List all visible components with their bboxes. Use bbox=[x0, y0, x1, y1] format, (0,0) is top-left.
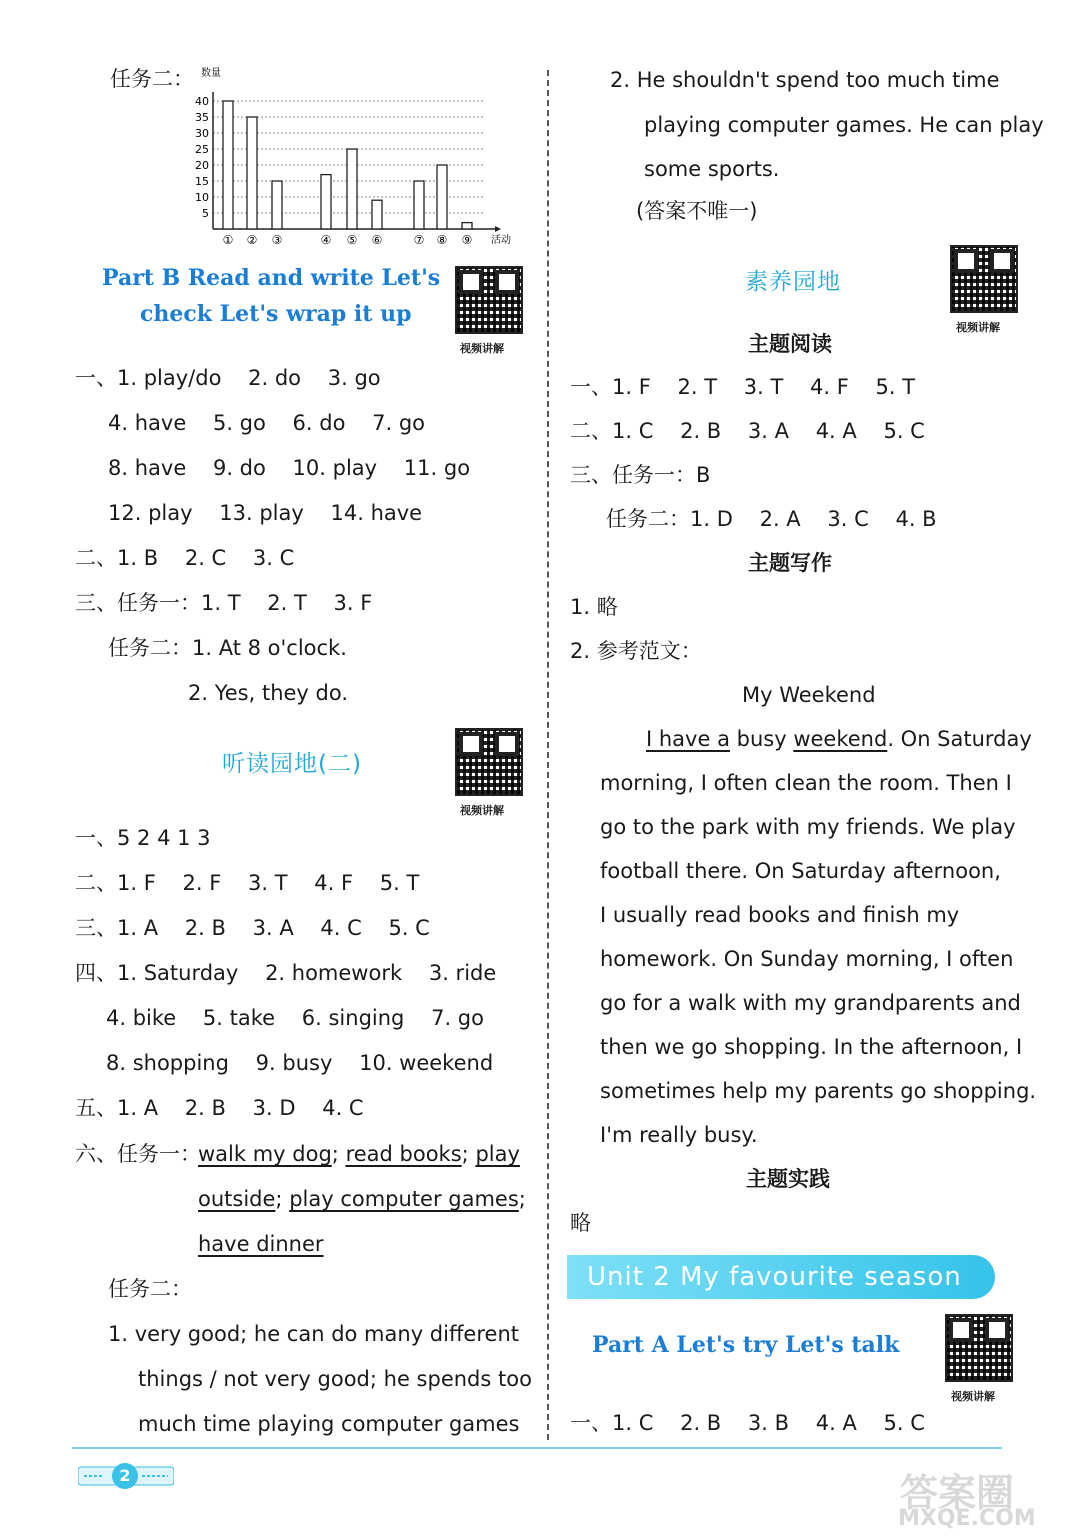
answer: 3. C bbox=[252, 546, 295, 570]
bar bbox=[414, 181, 424, 229]
answer: 二、1. B bbox=[75, 546, 159, 570]
bar bbox=[462, 223, 472, 229]
answer: 4. C bbox=[322, 1096, 364, 1120]
answer-row bbox=[108, 408, 425, 438]
answer: 3. C bbox=[827, 507, 869, 531]
answer-row bbox=[75, 868, 419, 898]
answer-line: playing computer games. He can play bbox=[644, 113, 1044, 137]
answer: 7. go bbox=[372, 411, 426, 435]
bar bbox=[223, 101, 233, 229]
answer: 三、1. A bbox=[75, 916, 159, 940]
x-tick-label: ③ bbox=[271, 233, 283, 247]
answer-row bbox=[108, 453, 470, 483]
x-axis-arrow bbox=[495, 226, 501, 232]
answer: 4. A bbox=[815, 1411, 857, 1435]
y-tick-label: 40 bbox=[195, 95, 209, 108]
y-tick-label: 35 bbox=[195, 111, 209, 124]
answer: 9. do bbox=[212, 456, 266, 480]
answer: 5. T bbox=[379, 871, 420, 895]
answer-row bbox=[75, 958, 496, 988]
answer: 四、1. Saturday bbox=[75, 961, 239, 985]
y-tick-label: 5 bbox=[202, 207, 209, 220]
answer: 3. A bbox=[747, 419, 789, 443]
bar bbox=[372, 200, 382, 229]
answer: 五、1. A bbox=[75, 1096, 159, 1120]
essay-line: homework. On Sunday morning, I often bbox=[600, 947, 1014, 971]
underlined-answer: play bbox=[475, 1142, 520, 1166]
answer-line: 2. He shouldn't spend too much time bbox=[610, 68, 1000, 92]
x-tick-label: ⑥ bbox=[371, 233, 383, 247]
answer: 一、1. play/do bbox=[75, 366, 222, 390]
answer-row bbox=[75, 1093, 364, 1123]
essay-line: go to the park with my friends. We play bbox=[600, 815, 1016, 839]
answer-row bbox=[570, 372, 915, 402]
bar bbox=[321, 175, 331, 229]
y-tick-label: 15 bbox=[195, 175, 209, 188]
underlined-answer: read books bbox=[345, 1142, 462, 1166]
y-tick-label: 20 bbox=[195, 159, 209, 172]
answer: 5. C bbox=[388, 916, 430, 940]
answer: 3. T bbox=[743, 375, 784, 399]
answer-row bbox=[75, 543, 294, 573]
y-tick-label: 25 bbox=[195, 143, 209, 156]
answer-line: some sports. bbox=[644, 157, 780, 181]
x-tick-label: ⑦ bbox=[413, 233, 425, 247]
answer: 4. B bbox=[895, 507, 937, 531]
section-title-suyang: 素养园地 bbox=[745, 269, 841, 295]
answer: 3. T bbox=[248, 871, 288, 895]
answer-row bbox=[106, 1003, 484, 1033]
answer: 2. B bbox=[184, 916, 226, 940]
partb-heading-line2: check Let's wrap it up bbox=[140, 301, 412, 327]
answer: 二、1. F bbox=[75, 871, 156, 895]
answer: 4. have bbox=[108, 411, 187, 435]
essay-line: go for a walk with my grandparents and bbox=[600, 991, 1021, 1015]
essay-line: I usually read books and finish my bbox=[600, 903, 960, 927]
answer: 4. F bbox=[314, 871, 354, 895]
answer: 8. have bbox=[108, 456, 187, 480]
answer: 3. F bbox=[333, 591, 373, 615]
answer: 2. T bbox=[677, 375, 718, 399]
answer: 4. C bbox=[320, 916, 362, 940]
answer: 4. bike bbox=[106, 1006, 177, 1030]
video-label: 视频讲解 bbox=[460, 342, 504, 355]
video-label: 视频讲解 bbox=[951, 1390, 995, 1403]
chart-task-label: 任务二： bbox=[110, 67, 194, 91]
bar-chart bbox=[195, 64, 525, 249]
answer-line: 三、任务一：B bbox=[570, 463, 711, 487]
bar bbox=[347, 149, 357, 229]
answer: 10. weekend bbox=[359, 1051, 494, 1075]
essay-line: morning, I often clean the room. Then I bbox=[600, 771, 1012, 795]
answer: 9. busy bbox=[255, 1051, 333, 1075]
unit-banner: Unit 2 My favourite season bbox=[567, 1255, 995, 1299]
answer: 5. take bbox=[202, 1006, 276, 1030]
answer: 6. do bbox=[292, 411, 346, 435]
answer: 6. singing bbox=[301, 1006, 405, 1030]
subtitle-writing: 主题写作 bbox=[748, 551, 832, 575]
section-title-tingdu: 听读园地(二) bbox=[222, 751, 362, 777]
answer: 2. C bbox=[184, 546, 227, 570]
task-label: 六、任务一： bbox=[75, 1142, 201, 1166]
answer-row bbox=[75, 588, 372, 618]
answer: 一、1. F bbox=[570, 375, 651, 399]
bar bbox=[272, 181, 282, 229]
answer: 3. ride bbox=[428, 961, 497, 985]
answer: 2. A bbox=[759, 507, 801, 531]
x-tick-label: ② bbox=[246, 233, 258, 247]
y-tick-label: 30 bbox=[195, 127, 209, 140]
answer: 7. go bbox=[431, 1006, 484, 1030]
x-tick-label: ⑤ bbox=[346, 233, 358, 247]
answer-line: 2. 参考范文： bbox=[570, 639, 702, 663]
answer: 12. play bbox=[108, 501, 193, 525]
y-tick-label: 10 bbox=[195, 191, 209, 204]
answer-row bbox=[570, 416, 925, 446]
answer-row bbox=[75, 913, 430, 943]
bar bbox=[247, 117, 257, 229]
answer: 11. go bbox=[403, 456, 471, 480]
essay-line: I'm really busy. bbox=[600, 1123, 758, 1147]
answer: 3. B bbox=[747, 1411, 790, 1435]
column-divider bbox=[547, 70, 549, 1440]
answer: 2. F bbox=[182, 871, 222, 895]
qr-code-icon[interactable] bbox=[455, 728, 523, 796]
answer: 二、1. C bbox=[570, 419, 654, 443]
partb-heading-line1: Part B Read and write Let's bbox=[102, 265, 441, 291]
answer: 一、1. C bbox=[570, 1411, 654, 1435]
answer-line: things / not very good; he spends too bbox=[138, 1367, 532, 1391]
answer: 5. C bbox=[883, 419, 925, 443]
answer-line: 1. 略 bbox=[570, 595, 618, 619]
answer-row bbox=[570, 1408, 925, 1438]
qr-code-icon[interactable] bbox=[950, 245, 1018, 313]
answer: 13. play bbox=[219, 501, 304, 525]
underlined-answer: have dinner bbox=[198, 1232, 324, 1256]
underlined-answer: play computer games bbox=[289, 1187, 519, 1211]
answer: 任务二：1. D bbox=[606, 507, 733, 531]
answer-line: 任务二：1. At 8 o'clock. bbox=[108, 636, 347, 660]
x-tick-label: ④ bbox=[320, 233, 332, 247]
underlined-answer: walk my dog bbox=[198, 1142, 332, 1166]
x-tick-label: ① bbox=[222, 233, 234, 247]
page-number: 2 bbox=[112, 1463, 138, 1489]
video-label: 视频讲解 bbox=[460, 804, 504, 817]
watermark-url: MXQE.COM bbox=[898, 1506, 1036, 1531]
task-label: 任务二： bbox=[108, 1277, 192, 1301]
qr-code-icon[interactable] bbox=[455, 266, 523, 334]
watermark-logo: 答案圈 bbox=[900, 1471, 1015, 1515]
x-tick-label: ⑨ bbox=[461, 233, 473, 247]
essay-line: I have a busy weekend. On Saturday bbox=[646, 727, 1032, 751]
answer-row bbox=[606, 504, 937, 534]
answer: 5. C bbox=[883, 1411, 925, 1435]
bar bbox=[437, 165, 447, 229]
answer: 10. play bbox=[292, 456, 378, 480]
x-tick-label: ⑧ bbox=[436, 233, 448, 247]
essay-line: football there. On Saturday afternoon, bbox=[600, 859, 1001, 883]
video-label: 视频讲解 bbox=[956, 321, 1000, 334]
answer: 2. do bbox=[248, 366, 302, 390]
essay-line: sometimes help my parents go shopping. bbox=[600, 1079, 1037, 1103]
answer: 5. go bbox=[212, 411, 266, 435]
answer-line: 一、5 2 4 1 3 bbox=[75, 826, 211, 850]
qr-code-icon[interactable] bbox=[945, 1314, 1013, 1382]
parta-heading: Part A Let's try Let's talk bbox=[592, 1332, 900, 1358]
answer: 8. shopping bbox=[106, 1051, 229, 1075]
answer: 三、任务一：1. T bbox=[75, 591, 241, 615]
answer-note: (答案不唯一) bbox=[636, 199, 758, 223]
answer-row bbox=[108, 498, 422, 528]
underlined-answer: outside bbox=[198, 1187, 276, 1211]
answer: 4. A bbox=[815, 419, 857, 443]
bottom-rule bbox=[72, 1447, 1002, 1449]
answer: 2. homework bbox=[265, 961, 403, 985]
answer: 3. D bbox=[252, 1096, 296, 1120]
x-axis-label: 活动 bbox=[491, 235, 511, 246]
answer: 2. B bbox=[680, 419, 722, 443]
answer-row bbox=[75, 363, 381, 393]
answer-row bbox=[106, 1048, 493, 1078]
answer-line: much time playing computer games bbox=[138, 1412, 520, 1436]
answer-line: 1. very good; he can do many different bbox=[108, 1322, 519, 1346]
answer: 4. F bbox=[810, 375, 849, 399]
essay-line: then we go shopping. In the afternoon, I bbox=[600, 1035, 1023, 1059]
answer-line: 2. Yes, they do. bbox=[188, 681, 349, 705]
answer: 2. B bbox=[184, 1096, 226, 1120]
answer-line: 略 bbox=[570, 1211, 591, 1235]
answer: 3. A bbox=[252, 916, 294, 940]
y-axis-label: 数量 bbox=[201, 68, 221, 79]
subtitle-reading: 主题阅读 bbox=[748, 332, 832, 356]
answer: 14. have bbox=[330, 501, 423, 525]
answer: 2. T bbox=[267, 591, 307, 615]
answer: 5. T bbox=[875, 375, 916, 399]
essay-title: My Weekend bbox=[742, 683, 876, 707]
subtitle-practice: 主题实践 bbox=[746, 1167, 830, 1191]
answer: 3. go bbox=[327, 366, 381, 390]
answer: 2. B bbox=[680, 1411, 722, 1435]
